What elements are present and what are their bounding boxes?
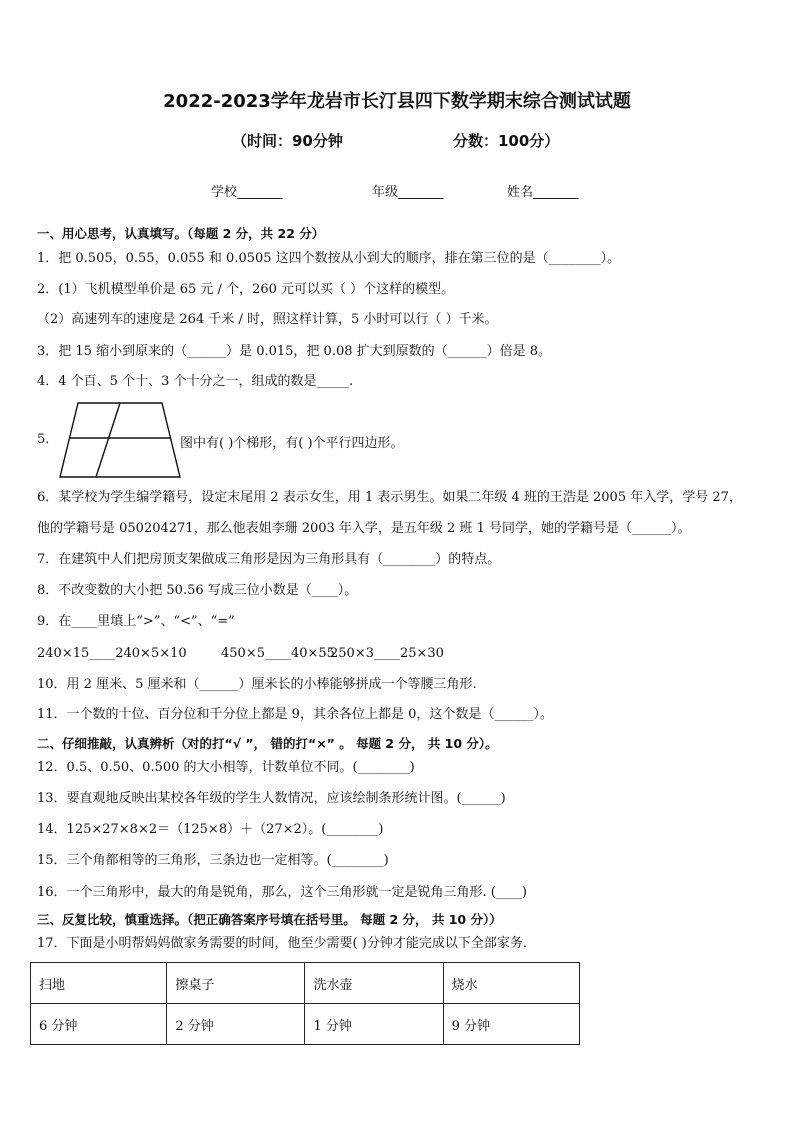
table-header-cell: 扫地	[31, 963, 167, 1004]
table-cell: 6 分钟	[31, 1004, 167, 1045]
table-cell: 1 分钟	[305, 1004, 443, 1045]
question-2a: 2．(1）飞机模型单价是 65 元 / 个，260 元可以买（ ）个这样的模型。	[37, 282, 455, 297]
trapezoid-figure	[58, 401, 182, 479]
question-7: 7．在建筑中人们把房顶支架做成三角形是因为三角形具有（________）的特点。	[37, 552, 501, 567]
table-header-cell: 洗水壶	[305, 963, 443, 1004]
table-header-cell: 擦桌子	[167, 963, 305, 1004]
page-title: 2022-2023学年龙岩市长汀县四下数学期末综合测试试题	[163, 91, 631, 112]
question-2b: （2）高速列车的速度是 264 千米 / 时，照这样计算，5 小时可以行（ ）千米。	[37, 312, 498, 327]
question-1: 1．把 0.505，0.55，0.055 和 0.0505 这四个数按从小到大的顺序，排在第三位的是（________）。	[37, 251, 621, 266]
grade-field: 年级_______	[372, 185, 444, 200]
question-5-text: 图中有( )个梯形，有( )个平行四边形。	[180, 436, 404, 451]
section-1-heading: 一、用心思考，认真填写。（每题 2 分，共 22 分）	[37, 226, 325, 241]
question-13: 13．要直观地反映出某校各年级的学生人数情况，应该绘制条形统计图。(______)	[37, 791, 506, 806]
table-cell: 9 分钟	[443, 1004, 579, 1045]
question-11: 11．一个数的十位、百分位和千分位上都是 9，其余各位上都是 0，这个数是（______）。	[37, 707, 553, 722]
question-6b: 他的学籍号是 050204271，那么他表姐李珊 2003 年入学，是五年级 2 班 1 号同学，她的学籍号是（______）。	[37, 521, 691, 536]
question-9-item-1: 240×15____240×5×10	[37, 646, 187, 661]
exam-score: 分数：100分）	[453, 132, 560, 150]
question-3: 3．把 15 缩小到原来的（______）是 0.015，把 0.08 扩大到原数的（______）倍是 8。	[37, 344, 552, 359]
table-row	[31, 963, 580, 1004]
question-8: 8．不改变数的大小把 50.56 写成三位小数是（____）。	[37, 583, 358, 598]
question-15: 15．三个角都相等的三角形，三条边也一定相等。(________)	[37, 853, 389, 868]
table-header-cell: 烧水	[443, 963, 579, 1004]
question-10: 10．用 2 厘米、5 厘米和（______）厘米长的小棒能够拼成一个等腰三角形.	[37, 677, 477, 692]
question-6a: 6．某学校为学生编学籍号，设定末尾用 2 表示女生，用 1 表示男生。如果二年级 4 班的王浩是 2005 年入学，学号 27，	[37, 490, 742, 505]
section-2-heading: 二、仔细推敲，认真辨析（对的打“√ ”， 错的打“×” 。 每题 2 分， 共 10 分）。	[37, 736, 498, 751]
section-3-heading: 三、反复比较，慎重选择。（把正确答案序号填在括号里。 每题 2 分， 共 10 分））	[37, 912, 502, 927]
table-cell: 2 分钟	[167, 1004, 305, 1045]
exam-time: （时间：90分钟	[232, 132, 343, 150]
question-9: 9．在____里填上“>”、“<”、“=”	[37, 614, 235, 629]
question-9-item-3: 250×3____25×30	[330, 646, 444, 661]
question-9-item-2: 450×5____40×55	[221, 646, 335, 661]
school-field: 学校_______	[211, 185, 283, 200]
chores-table	[30, 962, 580, 1045]
name-field: 姓名_______	[507, 185, 579, 200]
question-12: 12．0.5、0.50、0.500 的大小相等，计数单位不同。(________)	[37, 760, 415, 775]
question-16: 16．一个三角形中，最大的角是锐角，那么，这个三角形就一定是锐角三角形. (____)	[37, 885, 527, 900]
question-14: 14．125×27×8×2＝（125×8）＋（27×2）。(________)	[37, 822, 384, 837]
question-17: 17．下面是小明帮妈妈做家务需要的时间，他至少需要( )分钟才能完成以下全部家务.	[37, 936, 527, 951]
question-5-number: 5．	[37, 432, 59, 447]
table-row	[31, 1004, 580, 1045]
question-4: 4．4 个百、5 个十、3 个十分之一，组成的数是_____.	[37, 374, 354, 389]
